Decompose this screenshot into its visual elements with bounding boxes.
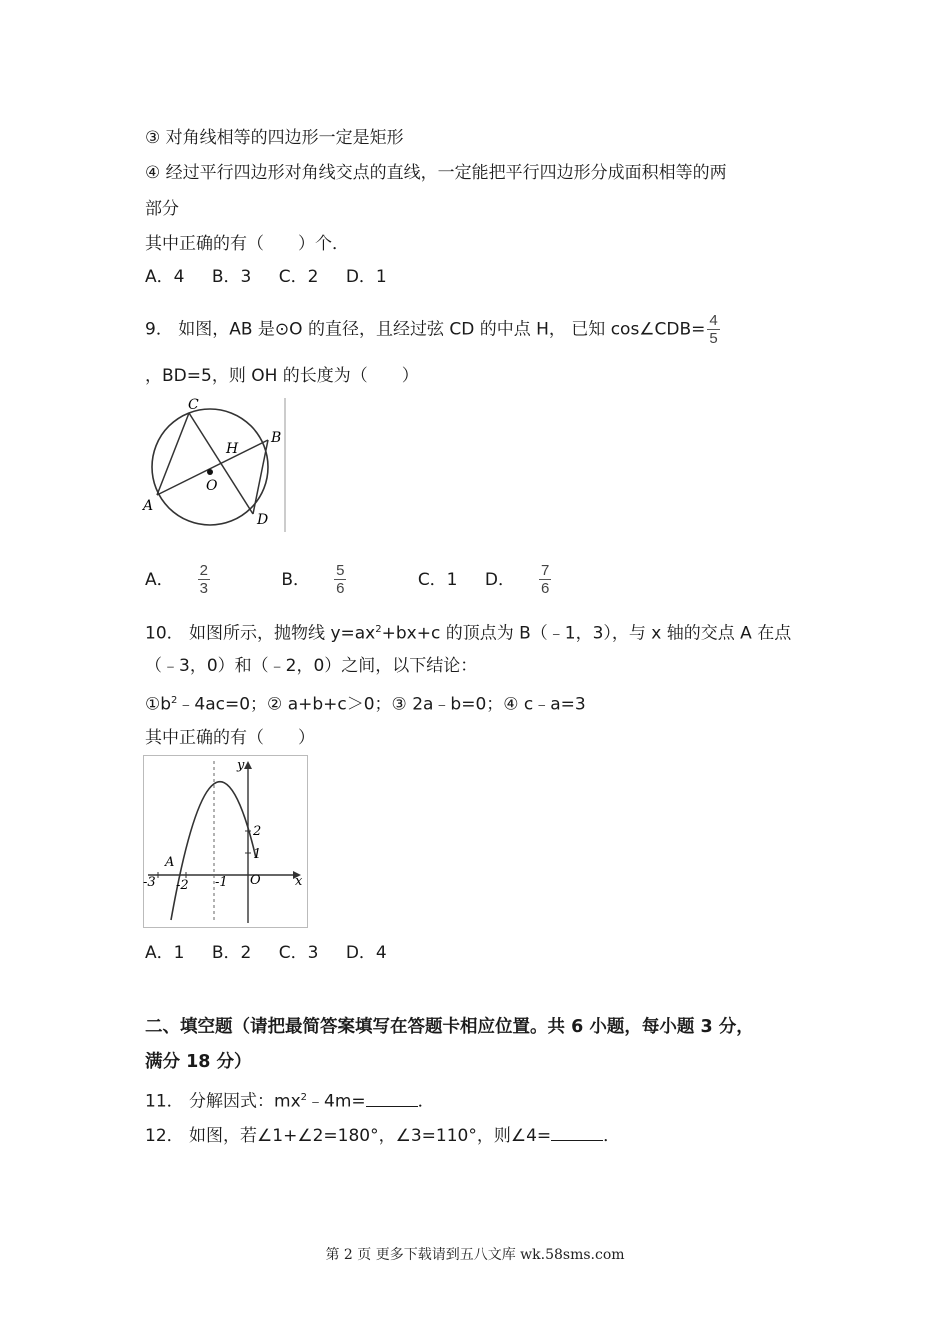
q9-option-b-label: B． xyxy=(281,569,311,590)
label-o: O xyxy=(206,478,218,494)
label-c: C xyxy=(188,397,199,413)
label-1: 1 xyxy=(253,847,262,862)
q9-frac-den: 5 xyxy=(709,330,718,347)
q10-exp: 2 xyxy=(375,624,382,635)
q10-prompt: 其中正确的有（ ） xyxy=(145,728,315,748)
label-x: x xyxy=(295,874,303,889)
q9-circle-figure xyxy=(140,395,290,535)
q9-options xyxy=(145,562,617,597)
q9-option-a-den: 3 xyxy=(199,580,208,597)
y-axis-arrow xyxy=(244,761,252,769)
q9-fraction xyxy=(707,312,719,347)
label-y: y xyxy=(237,758,245,773)
q10-stem-cont: （﹣3，0）和（﹣2，0）之间，以下结论： xyxy=(145,656,478,676)
q11-text-c: ﹣4m= xyxy=(307,1091,366,1112)
q9-option-d-label: D． xyxy=(484,569,515,590)
page-footer: 第 2 页 更多下载请到五八文库 wk.58sms.com xyxy=(325,1247,625,1263)
q11 xyxy=(145,1087,435,1113)
q9-option-d-num: 7 xyxy=(541,562,550,579)
q8-prompt: 其中正确的有（ ）个． xyxy=(145,234,349,254)
q10-concl-exp: 2 xyxy=(171,695,178,706)
q10-option-d: D．4 xyxy=(345,943,387,963)
label-d: D xyxy=(257,512,269,528)
chord-cd xyxy=(189,413,253,514)
q9-option-b-frac xyxy=(334,562,368,597)
q12-answer-blank[interactable] xyxy=(551,1123,603,1141)
label-a: A xyxy=(143,498,154,514)
q10-conclusions xyxy=(145,690,586,716)
q9-option-b-num: 5 xyxy=(336,562,345,579)
label-b: B xyxy=(271,430,282,446)
label-a: A xyxy=(165,855,175,870)
q11-text: 11． 分解因式：mx xyxy=(145,1091,301,1112)
statement-4-cont: 部分 xyxy=(145,199,179,219)
q9-frac-num: 4 xyxy=(709,312,718,329)
q12 xyxy=(145,1123,620,1147)
q9-stem xyxy=(145,312,722,347)
q10-option-a: A．1 xyxy=(145,943,185,963)
q8-option-c: C．2 xyxy=(278,267,319,287)
segment-ca xyxy=(157,413,189,495)
q9-option-d xyxy=(485,562,595,597)
center-point xyxy=(207,469,213,475)
q10-option-b: B．2 xyxy=(211,943,252,963)
q10-text-c: +bx+c 的顶点为 B（﹣1，3），与 x 轴的交点 A 在点 xyxy=(381,623,792,644)
section2-title: 二、填空题（请把最简答案填写在答题卡相应位置。共 6 小题，每小题 3 分， xyxy=(145,1017,754,1037)
q9-option-b-den: 6 xyxy=(336,580,345,597)
q9-option-a-label: A． xyxy=(145,569,174,590)
q11-period: ． xyxy=(417,1091,435,1112)
q10-options xyxy=(145,942,409,964)
q11-answer-blank[interactable] xyxy=(366,1089,418,1107)
label-h: H xyxy=(226,441,239,457)
q9-option-a-frac xyxy=(198,562,232,597)
q9-text: 9． 如图，AB 是⊙O 的直径，且经过弦 CD 的中点 H， 已知 cos∠CDB= xyxy=(145,319,706,340)
label-minus-2: -2 xyxy=(176,878,189,893)
q10-option-c: C．3 xyxy=(278,943,319,963)
label-minus-1: -1 xyxy=(215,875,228,890)
q9-option-b xyxy=(281,562,390,597)
q10-concl-c: ﹣4ac=0；② a+b+c＞0；③ 2a﹣b=0；④ c﹣a=3 xyxy=(177,694,586,715)
label-minus-3: -3 xyxy=(143,875,156,890)
q10-concl-a: ①b xyxy=(145,694,172,715)
q8-option-b: B．3 xyxy=(211,267,252,287)
section2-title-cont: 满分 18 分） xyxy=(145,1052,252,1072)
q9-option-d-den: 6 xyxy=(541,580,550,597)
q9-option-a-num: 2 xyxy=(199,562,208,579)
q12-text: 12． 如图，若∠1+∠2=180°，∠3=110°，则∠4= xyxy=(145,1126,552,1146)
q9-option-d-frac xyxy=(539,562,573,597)
q10-parabola-graph xyxy=(143,755,311,930)
q8-option-d: D．1 xyxy=(345,267,387,287)
segment-bd xyxy=(253,440,268,514)
statement-3: ③ 对角线相等的四边形一定是矩形 xyxy=(145,128,404,148)
q9-stem-cont: ，BD=5，则 OH 的长度为（ ） xyxy=(145,366,419,386)
q8-options xyxy=(145,266,409,288)
q11-exp: 2 xyxy=(300,1092,308,1103)
graph-border xyxy=(144,756,308,928)
q10-text-a: 10． 如图所示，抛物线 y=ax xyxy=(145,623,376,644)
q10-stem xyxy=(145,619,791,645)
label-2: 2 xyxy=(253,824,262,839)
circle-o xyxy=(152,409,268,525)
q9-option-c: C．1 xyxy=(417,569,458,590)
statement-4: ④ 经过平行四边形对角线交点的直线，一定能把平行四边形分成面积相等的两 xyxy=(145,163,727,183)
q8-option-a: A．4 xyxy=(145,267,185,287)
q12-period: ． xyxy=(603,1126,621,1146)
q9-option-a xyxy=(145,562,254,597)
label-o: O xyxy=(250,873,261,888)
